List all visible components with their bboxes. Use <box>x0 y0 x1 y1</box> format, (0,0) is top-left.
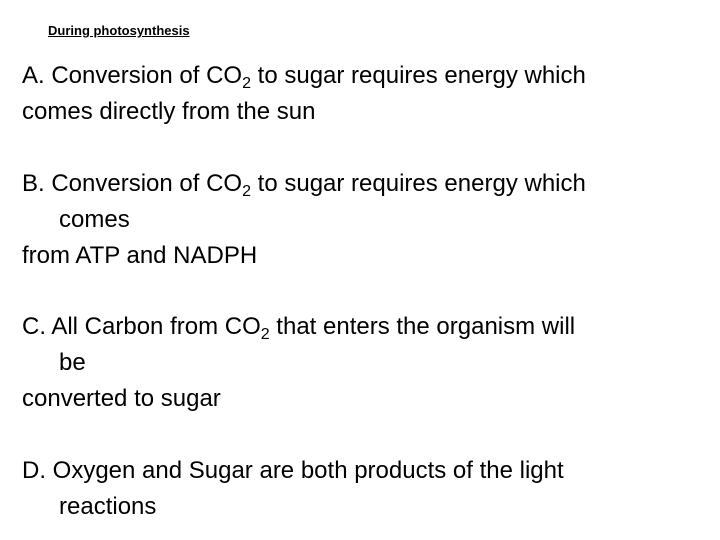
option-d-line-1: D. Oxygen and Sugar are both products of the light <box>22 457 564 484</box>
option-c <box>22 309 575 417</box>
option-a <box>22 58 586 130</box>
option-c-line-2: be <box>59 349 86 376</box>
option-a-text: to sugar requires energy which <box>251 62 586 89</box>
option-a-line-2: comes directly from the sun <box>22 98 316 125</box>
option-b-text: B. Conversion of CO <box>22 170 243 197</box>
option-a-line-1 <box>22 58 586 94</box>
option-c-line-1 <box>22 309 575 345</box>
option-b-line-1 <box>22 166 586 202</box>
option-b-line-2: comes <box>59 206 130 233</box>
option-c-text: that enters the organism will <box>269 313 576 340</box>
subscript: 2 <box>242 183 251 200</box>
subscript: 2 <box>260 326 270 343</box>
option-b <box>22 166 586 274</box>
subscript: 2 <box>242 75 251 92</box>
option-c-text: C. All Carbon from CO <box>22 313 261 340</box>
option-a-text: A. Conversion of CO <box>22 62 243 89</box>
option-d-line-2: reactions <box>59 493 157 520</box>
option-b-text: to sugar requires energy which <box>251 170 586 197</box>
question-heading: During photosynthesis <box>48 23 190 38</box>
option-b-line-3: from ATP and NADPH <box>22 242 258 269</box>
option-c-line-3: converted to sugar <box>22 385 221 412</box>
option-d <box>22 453 564 525</box>
